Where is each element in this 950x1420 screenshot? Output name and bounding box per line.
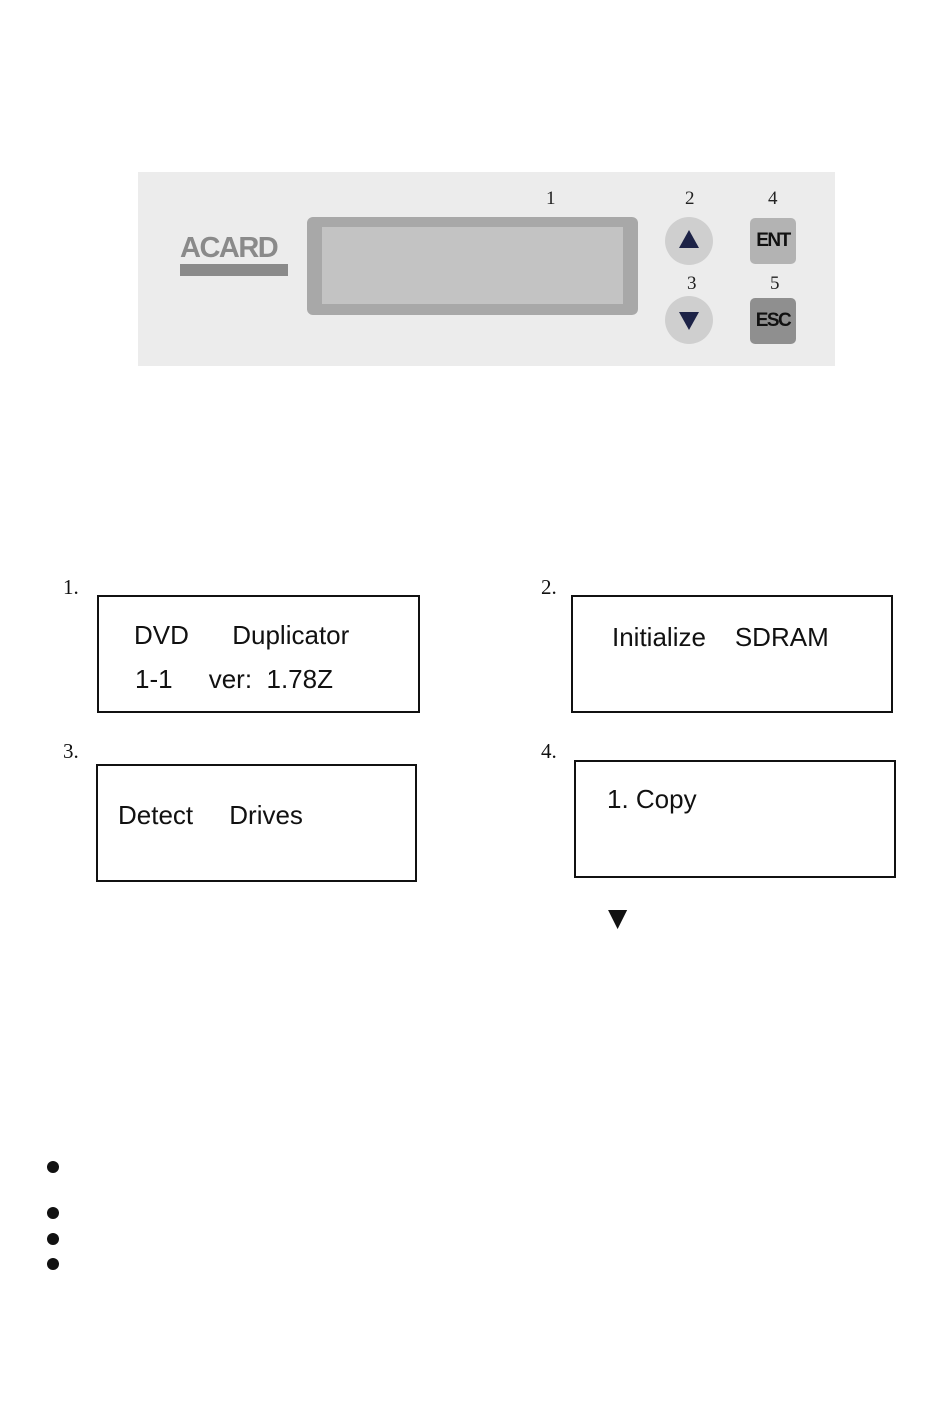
step-number-1: 1. [63,575,79,599]
lcd-line: 1-1 ver: 1.78Z [135,664,333,694]
bullet-1 [47,1161,59,1173]
bullet-3 [47,1233,59,1245]
step-number-3: 3. [63,739,79,763]
lcd-line: Detect Drives [118,800,303,830]
step-number-4: 4. [541,739,557,763]
callout-3: 3 [687,273,697,294]
up-button[interactable] [665,217,713,265]
callout-4: 4 [768,188,778,209]
callout-2: 2 [685,188,695,209]
front-panel [138,172,835,366]
lcd-line: Initialize SDRAM [612,622,829,652]
ent-button[interactable]: ENT [750,218,796,264]
lcd-line: DVD Duplicator [134,620,350,650]
down-button[interactable] [665,296,713,344]
triangle-up-icon [679,230,699,248]
callout-1: 1 [546,188,556,209]
triangle-down-icon [679,312,699,330]
bullet-2 [47,1207,59,1219]
step-number-2: 2. [541,575,557,599]
lcd-screen-3 [96,764,417,882]
lcd-screen-2 [571,595,893,713]
callout-5: 5 [770,273,780,294]
esc-button[interactable]: ESC [750,298,796,344]
lcd-screen-4 [574,760,896,878]
lcd-line: 1. Copy [607,784,697,814]
bullet-4 [47,1258,59,1270]
next-arrow-icon: ▼ [608,903,628,932]
logo-underline [180,264,288,276]
lcd-display [322,227,623,304]
acard-logo: ACARD [180,232,278,264]
lcd-screen-1 [97,595,420,713]
